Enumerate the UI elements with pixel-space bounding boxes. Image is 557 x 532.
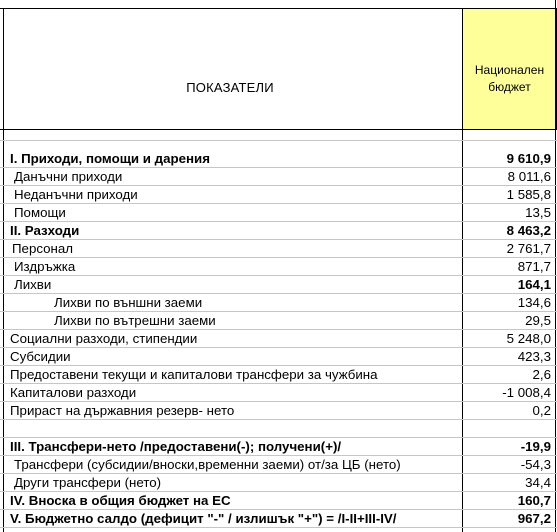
header-bottom-border [0, 129, 557, 130]
budget-header-line2: бюджет [488, 80, 531, 94]
table-row[interactable] [0, 384, 557, 402]
table-row[interactable] [0, 294, 557, 312]
row-label: Други трансфери (нето) [14, 475, 162, 490]
table-row[interactable] [0, 204, 557, 222]
row-label: IV. Вноска в общия бюджет на ЕС [10, 493, 231, 508]
gridline [0, 527, 557, 528]
row-value: 967,2 [517, 511, 551, 526]
row-value: 9 610,9 [506, 151, 551, 166]
row-label: Издръжка [14, 259, 76, 274]
table-row[interactable] [0, 348, 557, 366]
row-label: III. Трансфери-нето /предоставени(-); получени(+)/ [10, 439, 342, 454]
row-label: Лихви [14, 277, 52, 292]
row-label: Лихви по вътрешни заеми [54, 313, 216, 328]
row-value: 2,6 [532, 367, 551, 382]
row-label: Субсидии [10, 349, 71, 364]
row-value: 134,6 [517, 295, 551, 310]
table-row[interactable] [0, 222, 557, 240]
table-row[interactable] [0, 510, 557, 528]
row-value: 13,5 [525, 205, 551, 220]
table-row[interactable] [0, 276, 557, 294]
row-label: Помощи [14, 205, 66, 220]
row-value: 34,4 [525, 475, 551, 490]
row-label: Неданъчни приходи [14, 187, 138, 202]
row-label: Прираст на държавния резерв- нето [10, 403, 235, 418]
row-value: 5 248,0 [506, 331, 551, 346]
row-value: 423,3 [517, 349, 551, 364]
table-row[interactable] [0, 330, 557, 348]
row-label: Персонал [12, 241, 74, 256]
row-value: 2 761,7 [506, 241, 551, 256]
row-value: -54,3 [520, 457, 551, 472]
table-row[interactable] [0, 312, 557, 330]
table-row[interactable] [0, 492, 557, 510]
table-row[interactable] [0, 420, 557, 438]
table-row[interactable] [0, 258, 557, 276]
row-label: Предоставени текущи и капиталови трансфери за чужбина [10, 367, 378, 382]
table-row[interactable] [0, 168, 557, 186]
row-value: 29,5 [525, 313, 551, 328]
row-label: II. Разходи [10, 223, 80, 238]
table-row[interactable] [0, 456, 557, 474]
budget-header-label [462, 62, 557, 96]
table-row[interactable] [0, 150, 557, 168]
gridline [0, 140, 557, 141]
table-row[interactable] [0, 366, 557, 384]
row-value: 871,7 [517, 259, 551, 274]
row-label: I. Приходи, помощи и дарения [10, 151, 210, 166]
row-value: 164,1 [517, 277, 551, 292]
row-value: -1 008,4 [502, 385, 551, 400]
row-value: 1 585,8 [506, 187, 551, 202]
budget-header-line1: Национален [474, 63, 545, 77]
table-row[interactable] [0, 402, 557, 420]
row-value: 160,7 [517, 493, 551, 508]
table-row[interactable] [0, 438, 557, 456]
row-label: Трансфери (субсидии/вноски,временни заеми) от/за ЦБ (нето) [14, 457, 401, 472]
row-label: V. Бюджетно салдо (дефицит "-" / излишък "+") = /I-II+III-IV/ [10, 511, 397, 526]
row-label: Данъчни приходи [14, 169, 123, 184]
row-label: Капиталови разходи [10, 385, 137, 400]
row-value: 0,2 [532, 403, 551, 418]
row-label: Социални разходи, стипендии [10, 331, 198, 346]
table-row[interactable] [0, 474, 557, 492]
row-value: 8 011,6 [507, 169, 551, 184]
table-row[interactable] [0, 240, 557, 258]
row-value: 8 463,2 [506, 223, 551, 238]
table-row[interactable] [0, 186, 557, 204]
indicators-header: ПОКАЗАТЕЛИ [186, 80, 274, 95]
row-value: -19,9 [520, 439, 551, 454]
row-label: Лихви по външни заеми [54, 295, 203, 310]
